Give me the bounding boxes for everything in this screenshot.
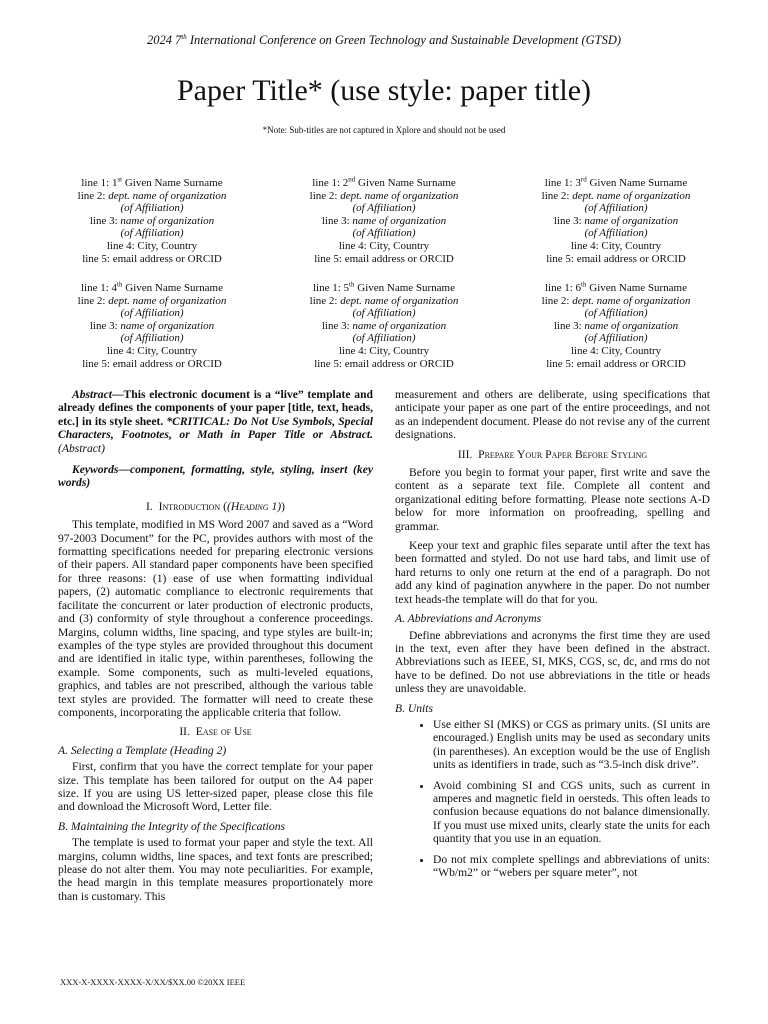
- author-affiliation: (of Affiliation): [352, 307, 416, 320]
- author-line-3: line 3: name of organization: [553, 214, 679, 227]
- author-line-4: line 4: City, Country: [106, 344, 198, 357]
- author-line-4: line 4: City, Country: [338, 239, 430, 252]
- list-item: • Do not mix complete spellings and abbreviations of units: “Wb/m2” or “webers per square meter”, not: [433, 853, 710, 880]
- author-line-5: line 5: email address or ORCID: [82, 252, 222, 265]
- author-line-2: line 2: dept. name of organization: [309, 294, 459, 307]
- author-block-3: [496, 177, 736, 265]
- abstract-text: This electronic document is a “live” template and already defines the components of your paper [title, text, heads, etc.] in its style sheet.: [58, 388, 373, 428]
- author-line-3: line 3: name of organization: [553, 319, 679, 332]
- section-heading-1: I. Introduction ((Heading 1)): [146, 499, 285, 513]
- template-paragraph: First, confirm that you have the correct template for your paper size. This template has been tailored for output on the A4 paper size. If you are using US letter-sized paper, please close this file and download the Microsoft Word, Letter file.: [58, 760, 373, 814]
- conference-header: [0, 33, 768, 48]
- author-affiliation: (of Affiliation): [584, 332, 648, 345]
- section-title: Ease of Use: [195, 725, 252, 739]
- abstract: [58, 388, 373, 455]
- author-affiliation: (of Affiliation): [584, 307, 648, 320]
- author-line-1: line 1: 5th Given Name Surname: [312, 280, 455, 294]
- units-list: [395, 718, 710, 879]
- copyright-footer: XXX-X-XXXX-XXXX-X/XX/$XX.00 ©20XX IEEE: [60, 977, 246, 987]
- abstract-critical: *CRITICAL: Do Not Use Symbols, Special Characters, Footnotes, or Math in Paper Title or Abstract.: [58, 414, 373, 442]
- section-tag: (Heading 1): [226, 499, 282, 513]
- section-number: I.: [146, 499, 153, 513]
- author-line-3: line 3: name of organization: [321, 214, 447, 227]
- author-affiliation: (of Affiliation): [584, 202, 648, 215]
- abbrev-paragraph: Define abbreviations and acronyms the first time they are used in the text, even after they have been defined in the abstract. Abbreviations such as IEEE, SI, MKS, CGS, sc, dc, and rms do not have to be defined. Do not use abbreviations in the title or heads unless they are unavoidable.: [395, 628, 710, 696]
- author-affiliation: (of Affiliation): [120, 332, 184, 345]
- author-line-1: line 1: 4th Given Name Surname: [80, 280, 223, 294]
- author-affiliation: (of Affiliation): [120, 307, 184, 320]
- list-item: • Avoid combining SI and CGS units, such as current in amperes and magnetic field in oersteds. This often leads to confusion because equations do not balance dimensionally. If you must use mixed units, clearly state the units for each quantity that you use in an equation.: [433, 779, 710, 846]
- author-line-3: line 3: name of organization: [89, 214, 215, 227]
- integrity-paragraph: The template is used to format your paper and style the text. All margins, column widths, line spaces, and text fonts are prescribed; please do not alter them. You may note peculiarities. For example, the head margin in this template measures proportionately more than is customary. This: [58, 836, 373, 903]
- abstract-dash: —: [111, 388, 124, 401]
- author-affiliation: (of Affiliation): [352, 202, 416, 215]
- author-block-6: [496, 282, 736, 370]
- author-line-1: line 1: 3rd Given Name Surname: [544, 175, 688, 189]
- author-line-1: line 1: 6th Given Name Surname: [544, 280, 687, 294]
- author-line-4: line 4: City, Country: [570, 344, 662, 357]
- author-line-5: line 5: email address or ORCID: [546, 357, 686, 370]
- author-line-2: line 2: dept. name of organization: [541, 294, 691, 307]
- author-line-1: line 1: 2nd Given Name Surname: [312, 175, 456, 189]
- subtitle-note: *Note: Sub-titles are not captured in Xplore and should not be used: [262, 125, 506, 135]
- paper-title: Paper Title* (use style: paper title): [176, 74, 592, 107]
- author-block-1: [32, 177, 272, 265]
- abstract-tag: (Abstract): [58, 441, 106, 455]
- author-block-2: [264, 177, 504, 265]
- right-column: [395, 388, 710, 886]
- section-heading-2: [58, 725, 373, 738]
- abstract-label: Abstract: [72, 388, 112, 401]
- intro-paragraph: This template, modified in MS Word 2007 and saved as a “Word 97-2003 Document” for the PC, provides authors with most of the formatting specifications needed for preparing electronic versions of their papers. All standard paper components have been specified for three reasons: (1) ease of use when formatting individual papers, (2) automatic compliance to electronic requirements that facilitate the concurrent or later production of electronic products, and (3) conformity of style throughout a conference proceedings. Margins, column widths, line spacing, and type styles are built-in; examples of the type styles are provided throughout this document and are identified in italic type, within parentheses, following the example. Some components, such as multi-leveled equations, graphics, and tables are not prescribed, although the various table text styles are provided. The formatter will need to create these components, incorporating the applicable criteria that follow.: [58, 518, 373, 719]
- subsection-heading-b: B. Maintaining the Integrity of the Specifications: [58, 819, 286, 833]
- subsection-heading-abbrev: A. Abbreviations and Acronyms: [395, 612, 542, 626]
- author-line-5: line 5: email address or ORCID: [314, 357, 454, 370]
- keywords: Keywords—component, formatting, style, styling, insert (key words): [58, 463, 373, 490]
- continued-paragraph: measurement and others are deliberate, using specifications that anticipate your paper as one part of the entire proceedings, and not as an independent document. Please do not revise any of the current designations.: [395, 388, 710, 442]
- author-affiliation: (of Affiliation): [352, 332, 416, 345]
- author-line-2: line 2: dept. name of organization: [541, 189, 691, 202]
- author-affiliation: (of Affiliation): [584, 227, 648, 240]
- author-line-4: line 4: City, Country: [338, 344, 430, 357]
- section-heading-3: [395, 448, 710, 461]
- section-number: III.: [457, 447, 473, 461]
- author-line-4: line 4: City, Country: [570, 239, 662, 252]
- section-title: Prepare Your Paper Before Styling: [478, 447, 648, 461]
- prepare-paragraph-1: Before you begin to format your paper, first write and save the content as a separate text file. Complete all content and organizational editing before formatting. Please note sections A-D below for more information on proofreading, spelling and grammar.: [395, 466, 710, 533]
- prepare-paragraph-2: Keep your text and graphic files separate until after the text has been formatted and styled. Do not use hard tabs, and limit use of hard returns to only one return at the end of a paragraph. Do not add any kind of pagination anywhere in the paper. Do not number text heads-the template will do that for you.: [395, 539, 710, 606]
- author-line-1: line 1: 1st Given Name Surname: [81, 175, 223, 189]
- author-line-5: line 5: email address or ORCID: [546, 252, 686, 265]
- left-column: [58, 388, 373, 909]
- list-item: • Use either SI (MKS) or CGS as primary units. (SI units are encouraged.) English units may be used as secondary units (in parentheses). An exception would be the use of English units as identifiers in trade, such as “3.5-inch disk drive”.: [433, 718, 710, 772]
- author-affiliation: (of Affiliation): [120, 202, 184, 215]
- section-title: Introduction: [158, 499, 221, 513]
- author-affiliation: (of Affiliation): [352, 227, 416, 240]
- author-line-5: line 5: email address or ORCID: [314, 252, 454, 265]
- conference-ordinal: th: [181, 32, 187, 41]
- subsection-heading-a: A. Selecting a Template (Heading 2): [58, 743, 227, 757]
- author-line-4: line 4: City, Country: [106, 239, 198, 252]
- author-line-3: line 3: name of organization: [89, 319, 215, 332]
- author-line-2: line 2: dept. name of organization: [77, 189, 227, 202]
- author-line-3: line 3: name of organization: [321, 319, 447, 332]
- section-number: II.: [179, 725, 190, 739]
- author-block-4: [32, 282, 272, 370]
- author-line-2: line 2: dept. name of organization: [309, 189, 459, 202]
- author-block-5: [264, 282, 504, 370]
- conference-name: International Conference on Green Technology and Sustainable Development (GTSD): [186, 33, 622, 47]
- author-line-5: line 5: email address or ORCID: [82, 357, 222, 370]
- subsection-heading-units: B. Units: [395, 701, 434, 715]
- author-affiliation: (of Affiliation): [120, 227, 184, 240]
- author-line-2: line 2: dept. name of organization: [77, 294, 227, 307]
- conference-year: 2024 7: [146, 33, 182, 47]
